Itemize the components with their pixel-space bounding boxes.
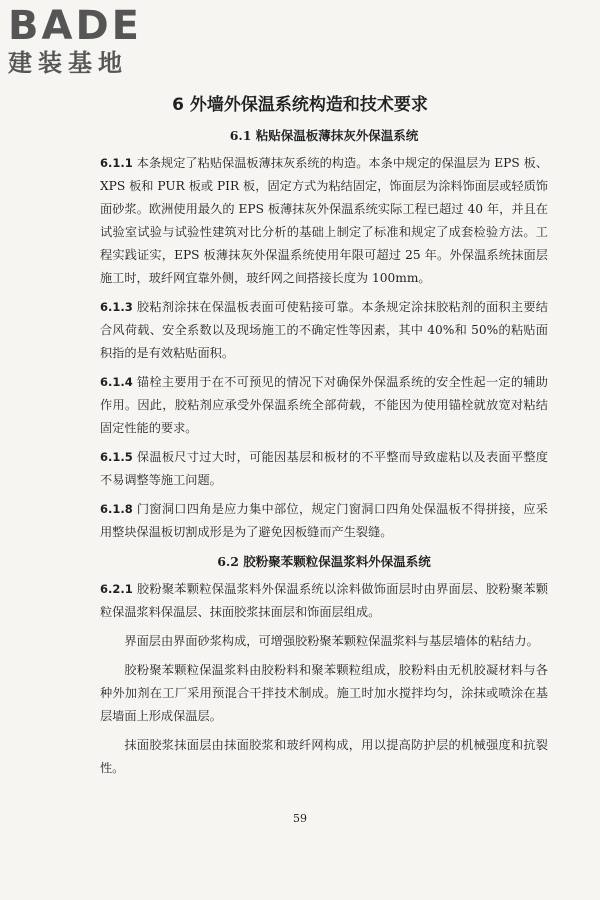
paragraph-text: 界面层由界面砂浆构成，可增强胶粉聚苯颗粒保温浆料与基层墙体的粘结力。 <box>124 634 539 648</box>
paragraph <box>100 296 548 365</box>
clause-number: 6.1.4 <box>100 375 133 389</box>
clause-number: 6.2.1 <box>100 582 133 596</box>
paragraph-text: 胶粉聚苯颗粒保温浆料由胶粉料和聚苯颗粒组成，胶粉料由无机胶凝材料与各种外加剂在工厂采用预混合干拌技术制成。施工时加水搅拌均匀，涂抹或喷涂在基层墙面上形成保温层。 <box>100 663 548 723</box>
section-title: 6.1 粘贴保温板薄抹灰外保温系统 <box>229 128 419 143</box>
chapter-title: 6 外墙外保温系统构造和技术要求 <box>172 95 428 115</box>
paragraph-text: 本条规定了粘贴保温板薄抹灰系统的构造。本条中规定的保温层为 EPS 板、XPS 板和 PUR 板或 PIR 板，固定方式为粘结固定，饰面层为涂料饰面层或轻质饰面砂浆。欧洲使用最久的 EPS 板薄抹灰外保温系统实际工程已超过 40 年，并且在试验室试验与试验性建筑对比分析的基础上制定了标准和规定了成套检验方法。工程实践证实，EPS 板薄抹灰外保温系统使用年限可超过 25 年。外保温系统抹面层施工时，玻纤网宜靠外侧，玻纤网之间搭接长度为 100mm。 <box>100 156 548 285</box>
paragraph-text: 胶粉聚苯颗粒保温浆料外保温系统以涂料做饰面层时由界面层、胶粉聚苯颗粒保温浆料保温层、抹面胶浆抹面层和饰面层组成。 <box>100 582 548 619</box>
paragraph <box>100 630 548 653</box>
paragraph <box>100 498 548 544</box>
document-body <box>100 124 548 786</box>
logo-brand: BADE <box>8 3 142 49</box>
paragraph-text: 抹面胶浆抹面层由抹面胶浆和玻纤网构成，用以提高防护层的机械强度和抗裂性。 <box>100 738 548 775</box>
paragraph <box>100 734 548 780</box>
paragraph <box>100 152 548 290</box>
paragraph-text: 保温板尺寸过大时，可能因基层和板材的不平整而导致虚粘以及表面平整度不易调整等施工问题。 <box>100 450 548 487</box>
section-6-2 <box>100 550 548 780</box>
clause-number: 6.1.1 <box>100 156 133 170</box>
paragraph <box>100 446 548 492</box>
logo-subtitle: 建装基地 <box>8 49 128 77</box>
paragraph <box>100 371 548 440</box>
paragraph-text: 胶粘剂涂抹在保温板表面可使粘接可靠。本条规定涂抹胶粘剂的面积主要结合风荷载、安全系数以及现场施工的不确定性等因素，其中 40%和 50%的粘贴面积指的是有效粘贴面积。 <box>100 300 548 360</box>
brand-logo <box>8 4 178 78</box>
clause-number: 6.1.8 <box>100 502 133 516</box>
paragraph-text: 锚栓主要用于在不可预见的情况下对确保外保温系统的安全性起一定的辅助作用。因此，胶粘剂应承受外保温系统全部荷载，不能因为使用锚栓就放宽对粘结固定性能的要求。 <box>100 375 548 435</box>
section-title: 6.2 胶粉聚苯颗粒保温浆料外保温系统 <box>217 554 431 569</box>
paragraph-text: 门窗洞口四角是应力集中部位，规定门窗洞口四角处保温板不得拼接，应采用整块保温板切割成形是为了避免因板缝而产生裂缝。 <box>100 502 548 539</box>
section-6-1 <box>100 124 548 544</box>
clause-number: 6.1.3 <box>100 300 133 314</box>
clause-number: 6.1.5 <box>100 450 133 464</box>
paragraph <box>100 659 548 728</box>
page-number: 59 <box>293 812 307 825</box>
paragraph <box>100 578 548 624</box>
